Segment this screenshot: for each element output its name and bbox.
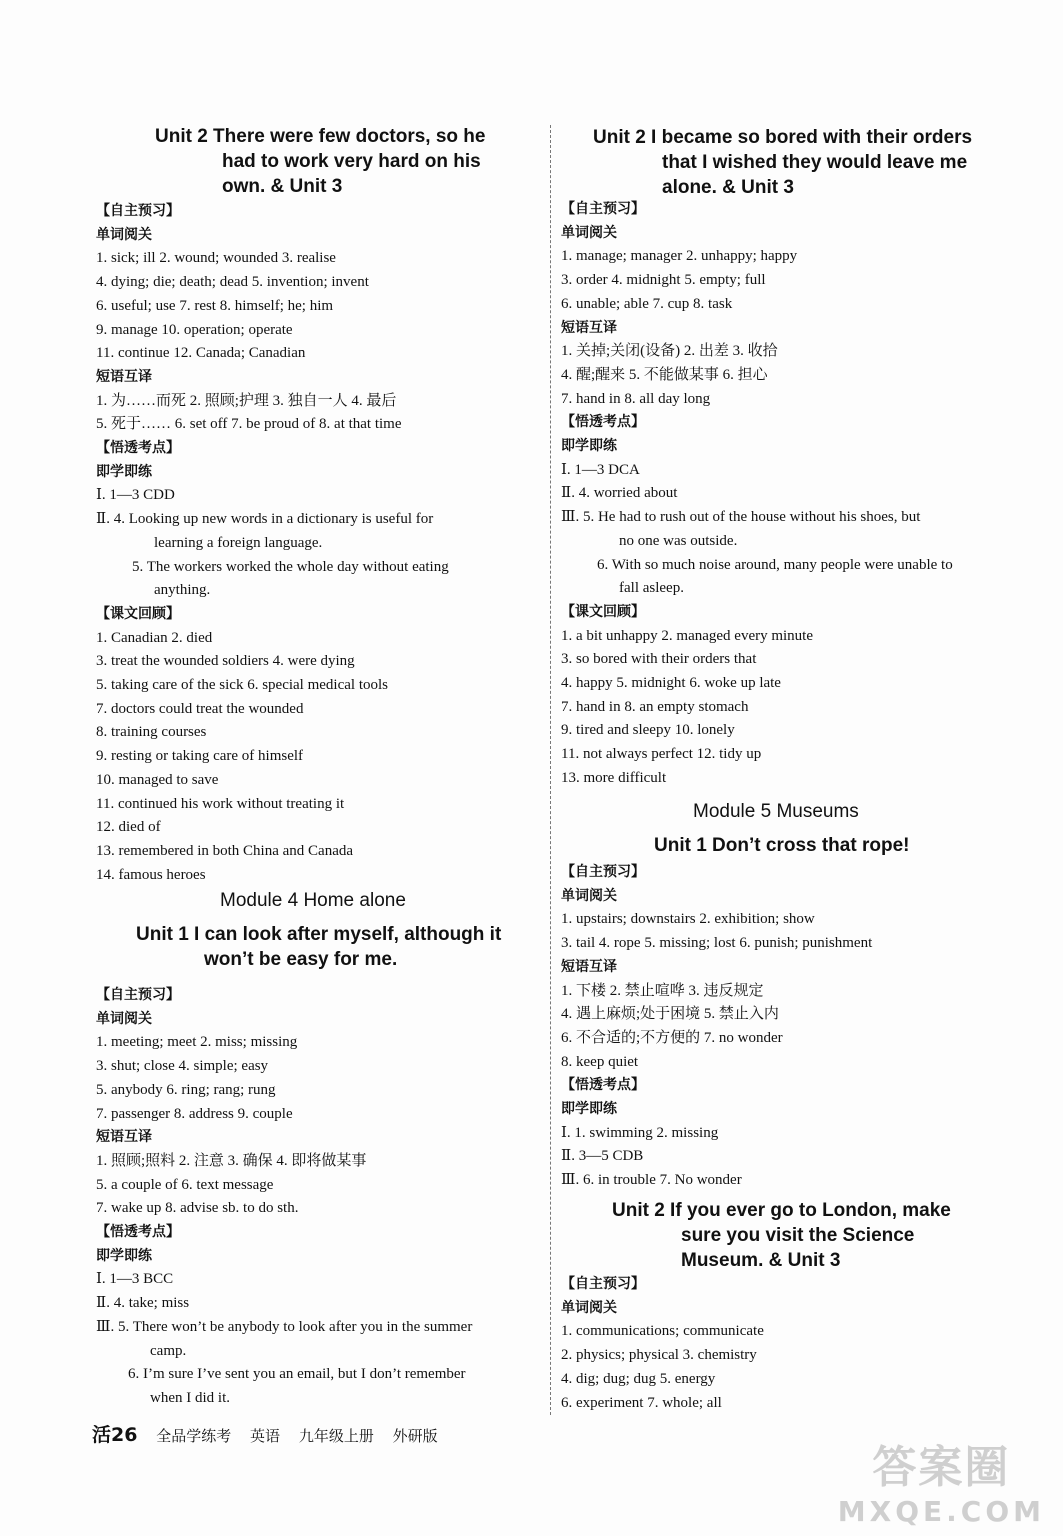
section-heading: 【课文回顾】 — [561, 603, 645, 620]
answer-line: 6. useful; use 7. rest 8. himself; he; him — [96, 297, 334, 314]
answer-line: 4. happy 5. midnight 6. woke up late — [561, 675, 781, 691]
unit-title: Unit 1 I can look after myself, although it — [136, 924, 502, 945]
answer-line: 11. not always perfect 12. tidy up — [561, 746, 762, 763]
section-heading: 【自主预习】 — [561, 1276, 645, 1292]
subsection-heading: 即学即练 — [561, 438, 617, 454]
module-title: Module 4 Home alone — [220, 890, 406, 911]
grade: 九年级上册 — [298, 1427, 374, 1445]
answer-line: 1. manage; manager 2. unhappy; happy — [561, 248, 798, 265]
unit-title: own. & Unit 3 — [222, 176, 343, 197]
answer-line: Ⅰ. 1—3 DCA — [561, 461, 640, 478]
answer-line: Ⅱ. 3—5 CDB — [561, 1148, 644, 1165]
unit-title: sure you visit the Science — [681, 1225, 915, 1246]
subsection-heading: 单词阅关 — [96, 226, 152, 243]
section-heading: 【自主预习】 — [561, 201, 645, 217]
unit-title: Unit 2 There were few doctors, so he — [155, 126, 486, 147]
answer-line: 6. With so much noise around, many people were unable to — [597, 556, 953, 573]
answer-line: Ⅱ. 4. worried about — [561, 485, 678, 502]
book-name: 全品学练考 — [156, 1427, 232, 1445]
section-heading: 【悟透考点】 — [561, 414, 645, 431]
unit-title: that I wished they would leave me — [662, 152, 968, 173]
unit-title: won’t be easy for me. — [204, 949, 398, 970]
answer-line: 3. so bored with their orders that — [561, 651, 757, 668]
answer-line: Ⅲ. 6. in trouble 7. No wonder — [561, 1172, 742, 1189]
answer-line: 1. meeting; meet 2. miss; missing — [96, 1034, 298, 1051]
answer-line: 7. passenger 8. address 9. couple — [96, 1105, 293, 1122]
answer-line: 1. sick; ill 2. wound; wounded 3. realise — [96, 250, 336, 267]
answer-line: Ⅱ. 4. Looking up new words in a dictionary is useful for — [96, 511, 434, 528]
subsection-heading: 短语互译 — [561, 319, 617, 336]
subsection-heading: 短语互译 — [96, 1129, 152, 1146]
answer-line: 14. famous heroes — [96, 866, 206, 883]
answer-line: anything. — [154, 582, 211, 599]
section-heading: 【悟透考点】 — [96, 1224, 180, 1240]
answer-line: 6. unable; able 7. cup 8. task — [561, 295, 733, 312]
section-heading: 【自主预习】 — [561, 864, 645, 880]
answer-line: 1. a bit unhappy 2. managed every minute — [561, 627, 814, 644]
answer-line: 7. hand in 8. an empty stomach — [561, 698, 749, 715]
answer-line: 1. 照顾;照料 2. 注意 3. 确保 4. 即将做某事 — [96, 1152, 367, 1169]
answer-line: 5. a couple of 6. text message — [96, 1176, 274, 1193]
column-divider — [550, 125, 552, 1415]
subsection-heading: 单词阅关 — [561, 887, 617, 904]
answer-line: 7. hand in 8. all day long — [561, 390, 711, 407]
answer-line: 8. keep quiet — [561, 1053, 639, 1070]
subsection-heading: 单词阅关 — [561, 1299, 617, 1316]
unit-title: Unit 1 Don’t cross that rope! — [654, 835, 910, 856]
answer-line: learning a foreign language. — [154, 534, 323, 551]
subsection-heading: 即学即练 — [561, 1101, 617, 1117]
answer-line: 11. continued his work without treating it — [96, 795, 345, 812]
answer-line: 5. anybody 6. ring; rang; rung — [96, 1081, 276, 1098]
section-heading: 【自主预习】 — [96, 203, 180, 219]
answer-line: 3. shut; close 4. simple; easy — [96, 1058, 269, 1075]
answer-line: 4. dying; die; death; dead 5. invention; invent — [96, 274, 369, 291]
answer-line: Ⅲ. 5. There won’t be anybody to look after you in the summer — [96, 1318, 473, 1335]
watermark-logo — [838, 1431, 1045, 1528]
answer-line: 1. 关掉;关闭(设备) 2. 出差 3. 收拾 — [561, 343, 778, 360]
answer-line: 9. manage 10. operation; operate — [96, 321, 293, 338]
module-title: Module 5 Museums — [693, 801, 859, 822]
unit-title: alone. & Unit 3 — [662, 177, 794, 198]
answer-line: 6. 不合适的;不方便的 7. no wonder — [561, 1029, 783, 1046]
answer-line: 8. training courses — [96, 724, 207, 741]
answer-line: 4. dig; dug; dug 5. energy — [561, 1370, 716, 1387]
watermark-bottom: MXQE.COM — [837, 1495, 1045, 1528]
answer-line: 1. communications; communicate — [561, 1323, 764, 1340]
answer-line: 4. 遇上麻烦;处于困境 5. 禁止入内 — [561, 1006, 779, 1023]
answer-line: 9. tired and sleepy 10. lonely — [561, 722, 735, 739]
subsection-heading: 短语互译 — [96, 368, 152, 385]
section-heading: 【悟透考点】 — [561, 1077, 645, 1094]
subsection-heading: 单词阅关 — [96, 1010, 152, 1027]
answer-line: 1. 为……而死 2. 照顾;护理 3. 独自一人 4. 最后 — [96, 392, 397, 409]
answer-line: when I did it. — [150, 1389, 230, 1406]
answer-line: 13. more difficult — [561, 769, 667, 786]
answer-line: Ⅲ. 5. He had to rush out of the house without his shoes, but — [561, 509, 921, 526]
subsection-heading: 即学即练 — [96, 463, 152, 480]
answer-line: 4. 醒;醒来 5. 不能做某事 6. 担心 — [561, 366, 768, 383]
subsection-heading: 单词阅关 — [561, 224, 617, 241]
page-number: 活26 — [92, 1424, 138, 1446]
unit-title: had to work very hard on his — [222, 151, 481, 172]
answer-line: Ⅱ. 4. take; miss — [96, 1295, 190, 1312]
section-heading: 【自主预习】 — [96, 987, 180, 1003]
answer-line: 10. managed to save — [96, 771, 219, 788]
answer-line: 12. died of — [96, 819, 161, 836]
section-heading: 【悟透考点】 — [96, 440, 180, 456]
page-footer — [92, 1420, 452, 1447]
subsection-heading: 短语互译 — [561, 958, 617, 975]
subject: 英语 — [250, 1427, 281, 1445]
answer-line: Ⅰ. 1—3 BCC — [96, 1271, 174, 1288]
answer-line: fall asleep. — [619, 580, 684, 597]
edition: 外研版 — [392, 1427, 438, 1445]
answer-line: 2. physics; physical 3. chemistry — [561, 1347, 757, 1364]
answer-line: 1. upstairs; downstairs 2. exhibition; show — [561, 911, 815, 928]
answer-line: 9. resting or taking care of himself — [96, 748, 304, 765]
answer-line: 7. doctors could treat the wounded — [96, 700, 304, 717]
answer-line: no one was outside. — [619, 532, 738, 549]
unit-title: Museum. & Unit 3 — [681, 1250, 841, 1271]
answer-line: 5. taking care of the sick 6. special medical tools — [96, 677, 388, 693]
answer-line: 6. I’m sure I’ve sent you an email, but I don’t remember — [128, 1366, 466, 1383]
answer-line: Ⅰ. 1—3 CDD — [96, 487, 175, 504]
answer-line: Ⅰ. 1. swimming 2. missing — [561, 1124, 719, 1141]
answer-line: 7. wake up 8. advise sb. to do sth. — [96, 1200, 299, 1217]
answer-line: 5. 死于…… 6. set off 7. be proud of 8. at that time — [96, 416, 402, 433]
answer-line: 5. The workers worked the whole day without eating — [132, 558, 449, 575]
subsection-heading: 即学即练 — [96, 1247, 152, 1264]
answer-line: 6. experiment 7. whole; all — [561, 1394, 722, 1411]
unit-title: Unit 2 I became so bored with their orders — [593, 127, 973, 148]
unit-title: Unit 2 If you ever go to London, make — [612, 1200, 951, 1221]
answer-line: 3. order 4. midnight 5. empty; full — [561, 272, 766, 289]
answer-line: 13. remembered in both China and Canada — [96, 842, 354, 859]
answer-line: 1. 下楼 2. 禁止喧哗 3. 违反规定 — [561, 982, 764, 999]
answer-line: camp. — [150, 1342, 187, 1359]
answer-line: 1. Canadian 2. died — [96, 629, 213, 646]
answer-line: 11. continue 12. Canada; Canadian — [96, 345, 306, 362]
answer-line: 3. tail 4. rope 5. missing; lost 6. punish; punishment — [561, 935, 873, 952]
answer-line: 3. treat the wounded soldiers 4. were dying — [96, 653, 355, 670]
watermark-top: 答案圈 — [872, 1442, 1011, 1493]
section-heading: 【课文回顾】 — [96, 605, 180, 622]
